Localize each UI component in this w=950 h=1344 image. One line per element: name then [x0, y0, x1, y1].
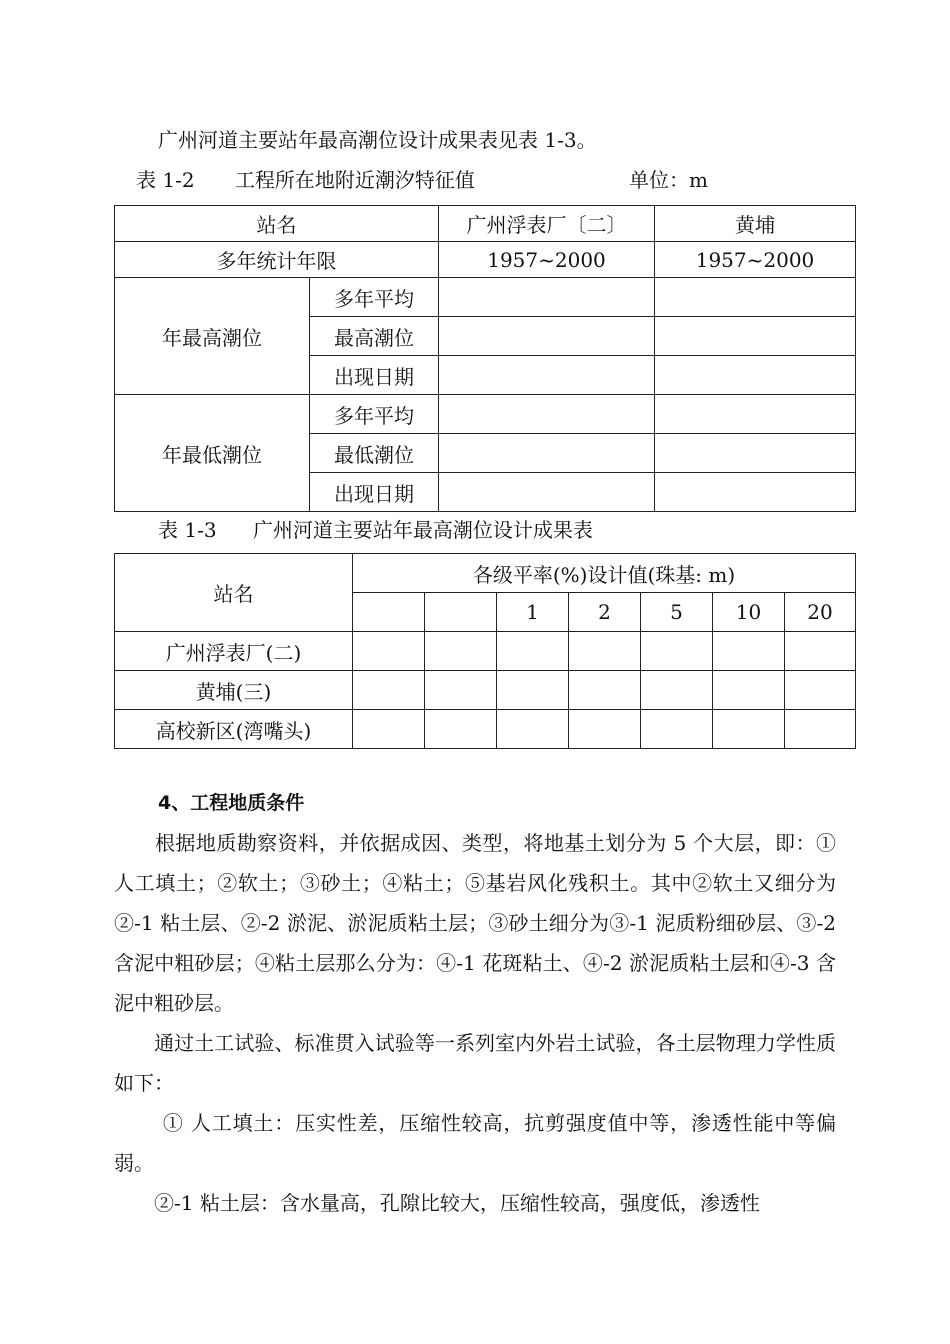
group-low-label: 年最低潮位	[115, 395, 310, 512]
header-station-b: 黄埔	[655, 206, 856, 242]
freq-header: 20	[785, 593, 856, 632]
header-station: 站名	[115, 554, 353, 632]
station-name: 广州浮表厂(二)	[115, 632, 353, 671]
high-row-label: 出现日期	[310, 356, 439, 395]
cell	[439, 356, 655, 395]
cell	[641, 671, 713, 710]
cell	[439, 278, 655, 317]
freq-header: 5	[641, 593, 713, 632]
cell	[569, 632, 641, 671]
cell	[655, 434, 856, 473]
cell	[713, 671, 785, 710]
cell	[497, 632, 569, 671]
cell	[353, 710, 425, 749]
table-1-3	[114, 553, 856, 749]
intro-line: 广州河道主要站年最高潮位设计成果表见表 1-3。	[158, 128, 597, 152]
high-row-label: 多年平均	[310, 278, 439, 317]
freq-header	[353, 593, 425, 632]
cell	[569, 710, 641, 749]
header-station-a: 广州浮表厂〔二〕	[439, 206, 655, 242]
low-row-label: 多年平均	[310, 395, 439, 434]
table-1-2-unit: 单位：m	[629, 168, 708, 192]
table-row	[115, 395, 856, 434]
paragraph-tests: 通过土工试验、标准贯入试验等一系列室内外岩土试验，各土层物理力学性质如下：	[114, 1031, 836, 1095]
table-1-3-number: 表 1-3	[158, 518, 217, 542]
group-high-label: 年最高潮位	[115, 278, 310, 395]
freq-header	[425, 593, 497, 632]
table-1-3-caption	[158, 518, 593, 542]
cell	[655, 356, 856, 395]
years-b: 1957~2000	[655, 242, 856, 278]
table-row	[115, 206, 856, 242]
cell	[497, 671, 569, 710]
cell	[641, 710, 713, 749]
cell	[569, 671, 641, 710]
paragraph-clay-layer: ②-1 粘土层：含水量高，孔隙比较大，压缩性较高，强度低，渗透性	[114, 1191, 760, 1215]
freq-header: 2	[569, 593, 641, 632]
table-row	[115, 632, 856, 671]
table-1-2-number: 表 1-2	[136, 168, 195, 192]
cell	[655, 473, 856, 512]
freq-header: 1	[497, 593, 569, 632]
cell	[353, 632, 425, 671]
table-row	[115, 554, 856, 593]
table-row	[115, 278, 856, 317]
header-station: 站名	[115, 206, 439, 242]
table-row	[115, 671, 856, 710]
freq-header: 10	[713, 593, 785, 632]
paragraph-soil-layers: 根据地质勘察资料，并依据成因、类型，将地基土划分为 5 个大层，即：①人工填土；②软土；③砂土；④粘土；⑤基岩风化残积土。其中②软土又细分为②-1 粘土层、②-2 淤泥、淤泥质粘土层；③砂土细分为③-1 泥质粉细砂层、③-2 含泥中粗砂层；④粘土层那么分为：④-1 花斑粘土、④-2 淤泥质粘土层和④-3 含泥中粗砂层。	[114, 831, 836, 1015]
cell	[353, 671, 425, 710]
cell	[655, 317, 856, 356]
cell	[641, 632, 713, 671]
years-label: 多年统计年限	[115, 242, 439, 278]
station-name: 黄埔(三)	[115, 671, 353, 710]
cell	[439, 317, 655, 356]
cell	[439, 395, 655, 434]
high-row-label: 最高潮位	[310, 317, 439, 356]
station-name: 高校新区(湾嘴头)	[115, 710, 353, 749]
cell	[655, 395, 856, 434]
table-row	[115, 710, 856, 749]
cell	[655, 278, 856, 317]
table-1-2-title: 工程所在地附近潮汐特征值	[234, 168, 475, 192]
paragraph-fill-soil: ① 人工填土：压实性差，压缩性较高，抗剪强度值中等，渗透性能中等偏弱。	[114, 1111, 836, 1175]
years-a: 1957~2000	[439, 242, 655, 278]
cell	[425, 671, 497, 710]
low-row-label: 出现日期	[310, 473, 439, 512]
cell	[785, 710, 856, 749]
table-row	[115, 242, 856, 278]
table-1-2-caption	[136, 168, 856, 192]
header-frequency-group: 各级平率(%)设计值(珠基: m)	[353, 554, 856, 593]
table-1-2	[114, 205, 856, 512]
cell	[425, 632, 497, 671]
low-row-label: 最低潮位	[310, 434, 439, 473]
cell	[785, 632, 856, 671]
cell	[425, 710, 497, 749]
cell	[497, 710, 569, 749]
cell	[439, 473, 655, 512]
cell	[439, 434, 655, 473]
section-heading: 4、工程地质条件	[158, 792, 305, 814]
cell	[713, 632, 785, 671]
table-1-3-title: 广州河道主要站年最高潮位设计成果表	[252, 518, 593, 542]
cell	[785, 671, 856, 710]
cell	[713, 710, 785, 749]
